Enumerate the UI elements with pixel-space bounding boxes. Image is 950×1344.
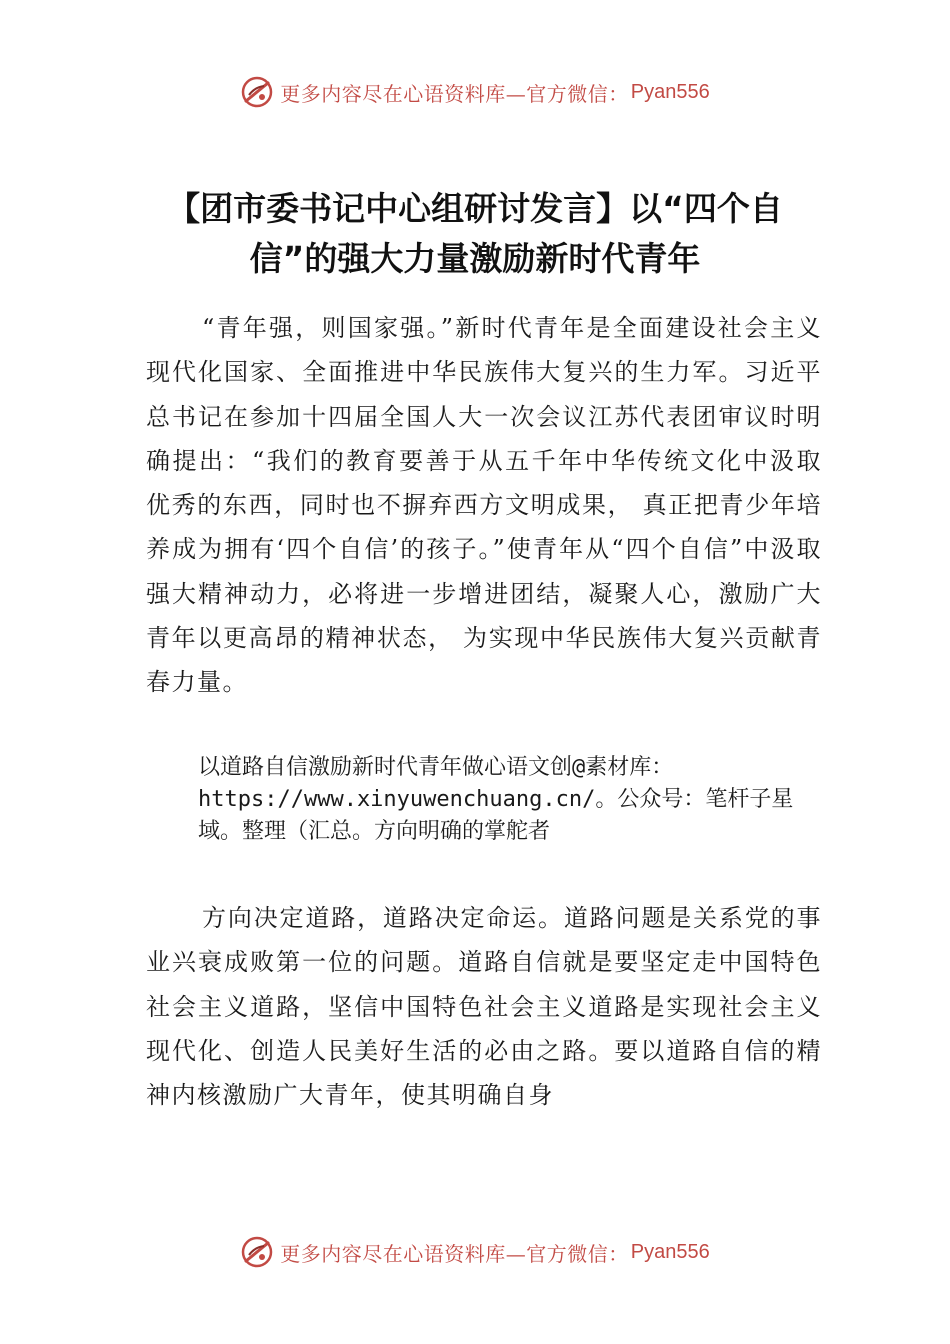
banner-wechat-id: Pyan556 xyxy=(630,80,710,103)
brand-logo-icon xyxy=(240,1235,274,1269)
document-title: 【团市委书记中心组研讨发言】以“四个自信”的强大力量激励新时代青年 xyxy=(167,189,783,279)
banner-text: 更多内容尽在心语资料库—官方微信： xyxy=(280,81,629,106)
section-subheading: 以道路自信激励新时代青年做心语文创@素材库：https://www.xinyuwenchuang.cn/。公众号：笔杆子星域。整理（汇总。方向明确的掌舵者 xyxy=(198,755,794,844)
banner-wechat-id: Pyan556 xyxy=(630,1240,710,1263)
banner-text: 更多内容尽在心语资料库—官方微信： xyxy=(280,1241,629,1266)
footer-watermark-banner xyxy=(0,1232,950,1272)
paragraph-road-confidence: 方向决定道路，道路决定命运。道路问题是关系党的事业兴衰成败第一位的问题。道路自信就是要坚定走中国特色社会主义道路，坚信中国特色社会主义道路是实现社会主义现代化、创造人民美好生活的必由之路。要以道路自信的精神内核激励广大青年，使其明确自身 xyxy=(146,904,822,1110)
paragraph-intro: “青年强，则国家强。”新时代青年是全面建设社会主义现代化国家、全面推进中华民族伟大复兴的生力军。习近平总书记在参加十四届全国人大一次会议江苏代表团审议时明确提出：“我们的教育要善于从五千年中华传统文化中汲取优秀的东西，同时也不摒弃西方文明成果， 真正把青少年培养成为拥有‘四个自信’的孩子。”使青年从“四个自信”中汲取强大精神动力，必将进一步增进团结，凝聚人心，激励广大青年以更高昂的精神状态， 为实现中华民族伟大复兴贡献青春力量。 xyxy=(146,314,822,697)
brand-logo-icon xyxy=(240,75,274,109)
header-watermark-banner xyxy=(0,72,950,112)
